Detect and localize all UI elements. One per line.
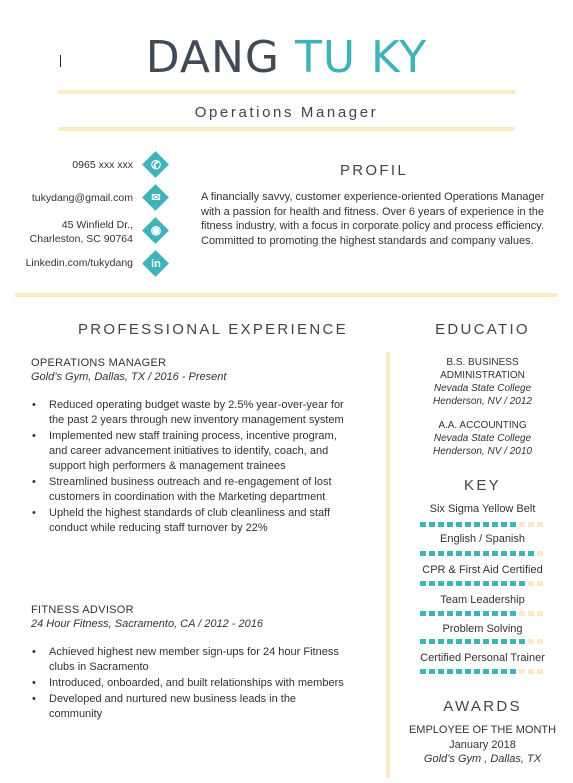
education-entry: [400, 356, 565, 408]
email-icon: ✉: [151, 192, 161, 204]
list-item: • Upheld the highest standards of club cleanliness and staff conduct while reducing staff turnover by 22%: [31, 506, 351, 536]
school-name: Nevada State College: [433, 433, 532, 444]
skill-bar-segment: [465, 551, 471, 556]
skill-bar-segment: [492, 522, 498, 527]
skill-bar-segment: [456, 522, 462, 527]
skill-bar-segment: [474, 639, 480, 644]
skill-bar-segment: [438, 639, 444, 644]
award-title: EMPLOYEE OF THE MONTH: [408, 724, 557, 736]
skill-bar-segment: [510, 611, 516, 616]
skill-bar-segment: [483, 581, 489, 586]
skill-bar-segment: [456, 611, 462, 616]
skill-bar-segment: [492, 611, 498, 616]
skill-name: CPR & First Aid Certified: [422, 564, 543, 576]
skill-bar-segment: [483, 611, 489, 616]
skill-bar-segment: [474, 611, 480, 616]
list-item: • Introduced, onboarded, and built relationships with members: [31, 676, 351, 691]
skill-bar-segment: [474, 522, 480, 527]
skill-bar-segment: [492, 669, 498, 674]
skill-bar-segment: [429, 611, 435, 616]
contact-email: tukydang@gmail.com: [31, 192, 133, 204]
skill-bar-segment: [519, 551, 525, 556]
contact-phone: 0965 xxx xxx: [72, 159, 133, 171]
first-name: DANG: [145, 32, 280, 83]
skill-name: Six Sigma Yellow Belt: [429, 503, 536, 515]
skill-bar-segment: [474, 669, 480, 674]
skill-bar-segment: [528, 611, 534, 616]
job-entry: [31, 604, 351, 723]
skill-name: Team Leadership: [440, 594, 525, 606]
skill-bar-segment: [438, 669, 444, 674]
skill-bar-segment: [501, 551, 507, 556]
skill-bar: [420, 551, 546, 556]
skill-name: Certified Personal Trainer: [420, 652, 545, 664]
skill-bar-segment: [465, 581, 471, 586]
header-divider-top: [58, 90, 515, 94]
skill-bar-segment: [492, 581, 498, 586]
skill-bar-segment: [420, 581, 426, 586]
skill-bar-segment: [501, 639, 507, 644]
skill-bar-segment: [447, 669, 453, 674]
skill-bar-segment: [420, 522, 426, 527]
linkedin-icon: in: [151, 258, 161, 270]
skill-bar-segment: [447, 611, 453, 616]
skill-bar-segment: [510, 551, 516, 556]
skill-bar-segment: [429, 581, 435, 586]
skill-bar-segment: [429, 522, 435, 527]
section-divider: [15, 293, 557, 297]
experience-heading: PROFESSIONAL EXPERIENCE: [78, 321, 348, 338]
list-item: • Achieved highest new member sign-ups for 24 hour Fitness clubs in Sacramento: [31, 645, 351, 675]
list-item: • Implemented new staff training process, incentive program, and career advancement initiatives to identify, coach, and support high performers & management trainees: [31, 429, 351, 475]
skill-bar-segment: [456, 551, 462, 556]
skill-bar-segment: [528, 551, 534, 556]
skill-bar-segment: [537, 522, 543, 527]
skill-bar-segment: [501, 611, 507, 616]
skill-bar-segment: [429, 669, 435, 674]
skill-bar-segment: [465, 611, 471, 616]
skill-bar-segment: [501, 581, 507, 586]
job-bullets-1: [31, 398, 351, 536]
skill-bar-segment: [501, 522, 507, 527]
skill-bar-segment: [465, 669, 471, 674]
skill-bar-segment: [537, 611, 543, 616]
skill-bar-segment: [420, 551, 426, 556]
skill-bar-segment: [483, 551, 489, 556]
skill-bar: [420, 522, 546, 527]
skill-bar-segment: [510, 581, 516, 586]
list-item: • Reduced operating budget waste by 2.5% year-over-year for the past 2 years through new inventory management system: [31, 398, 351, 428]
skill-bar-segment: [528, 581, 534, 586]
award-date: January 2018: [449, 738, 516, 751]
skill-bar-segment: [483, 669, 489, 674]
job-entry: [31, 357, 351, 537]
skill-bar-segment: [447, 581, 453, 586]
job-title: Operations Manager: [194, 104, 379, 121]
list-item: • Developed and nurtured new business leads in the community: [31, 692, 351, 722]
awards-heading: AWARDS: [443, 698, 522, 715]
school-detail: Henderson, NV / 2012: [433, 396, 532, 407]
skill-bar-segment: [528, 639, 534, 644]
skill-bar-segment: [537, 669, 543, 674]
award-org: Gold’s Gym , Dallas, TX: [423, 753, 542, 765]
skill-bar-segment: [447, 551, 453, 556]
skill-name: English / Spanish: [440, 533, 525, 545]
profile-summary: A financially savvy, customer experience-oriented Operations Manager with a passion for health and fitness. Over 6 years of experience in the fitness industry, with a focus in corporate policy and process efficiency. Committed to promoting the highest standards and company values.: [201, 191, 545, 247]
skill-bar-segment: [420, 611, 426, 616]
skill-bar-segment: [438, 551, 444, 556]
skill-bar-segment: [492, 639, 498, 644]
location-icon: ◉: [150, 223, 162, 237]
profile-heading: PROFIL: [340, 162, 408, 179]
skill-bar-segment: [474, 581, 480, 586]
skill-bar-segment: [429, 551, 435, 556]
skill-bar-segment: [510, 669, 516, 674]
skill-bar-segment: [456, 669, 462, 674]
skill-bar-segment: [420, 669, 426, 674]
education-heading: EDUCATIO: [435, 321, 530, 338]
last-name: TU KY: [294, 32, 428, 83]
degree-line: A.A. ACCOUNTING: [438, 420, 527, 431]
skill-bar-segment: [438, 611, 444, 616]
skill-name: Problem Solving: [442, 623, 523, 635]
degree-line: B.S. BUSINESS: [446, 357, 519, 368]
skill-bar-segment: [483, 639, 489, 644]
skill-bar: [420, 639, 546, 644]
school-detail: Henderson, NV / 2010: [433, 446, 532, 457]
skill-bar-segment: [519, 522, 525, 527]
skill-bar-segment: [519, 639, 525, 644]
contact-address-line2: Charleston, SC 90764: [29, 233, 133, 245]
skill-bar-segment: [528, 522, 534, 527]
contact-linkedin: Linkedin.com/tukydang: [25, 257, 133, 269]
skill-bar-segment: [447, 639, 453, 644]
skill-bar-segment: [456, 581, 462, 586]
job-bullets-2: [31, 645, 351, 722]
skill-bar-segment: [537, 639, 543, 644]
skill-bar-segment: [510, 639, 516, 644]
skill-bar-segment: [429, 639, 435, 644]
skill-bar-segment: [537, 551, 543, 556]
skill-bar-segment: [465, 522, 471, 527]
school-name: Nevada State College: [433, 383, 532, 394]
skill-bar-segment: [510, 522, 516, 527]
education-entry: [400, 419, 565, 458]
skill-bar-segment: [528, 669, 534, 674]
column-divider: [386, 352, 390, 778]
skill-bar-segment: [465, 639, 471, 644]
skill-bar-segment: [492, 551, 498, 556]
header-divider-bottom: [58, 127, 515, 131]
skill-bar-segment: [519, 581, 525, 586]
skill-bar-segment: [438, 522, 444, 527]
list-item: • Streamlined business outreach and re-engagement of lost customers in coordination with the Marketing department: [31, 475, 351, 505]
skill-bar-segment: [483, 522, 489, 527]
job-title-2: FITNESS ADVISOR: [31, 604, 134, 616]
phone-icon: ✆: [150, 158, 162, 172]
skill-bar-segment: [447, 522, 453, 527]
skills-heading: KEY: [464, 477, 501, 494]
job-title-1: OPERATIONS MANAGER: [31, 357, 167, 369]
skill-bar-segment: [474, 551, 480, 556]
candidate-name: [0, 30, 573, 86]
skill-bar-segment: [519, 611, 525, 616]
contact-address-line1: 45 Winfield Dr.,: [61, 219, 133, 231]
skill-bar-segment: [519, 669, 525, 674]
skill-bar: [420, 611, 546, 616]
skill-bar-segment: [438, 581, 444, 586]
skill-bar-segment: [420, 639, 426, 644]
skill-bar-segment: [537, 581, 543, 586]
award-entry: [400, 723, 565, 767]
job-company-1: Gold’s Gym, Dallas, TX / 2016 - Present: [31, 371, 227, 383]
skill-bar-segment: [501, 669, 507, 674]
job-company-2: 24 Hour Fitness, Sacramento, CA / 2012 - 2016: [31, 618, 263, 630]
skill-bar-segment: [456, 639, 462, 644]
degree-line: ADMINISTRATION: [440, 370, 525, 381]
skill-bar: [420, 581, 546, 586]
skill-bar: [420, 669, 546, 674]
